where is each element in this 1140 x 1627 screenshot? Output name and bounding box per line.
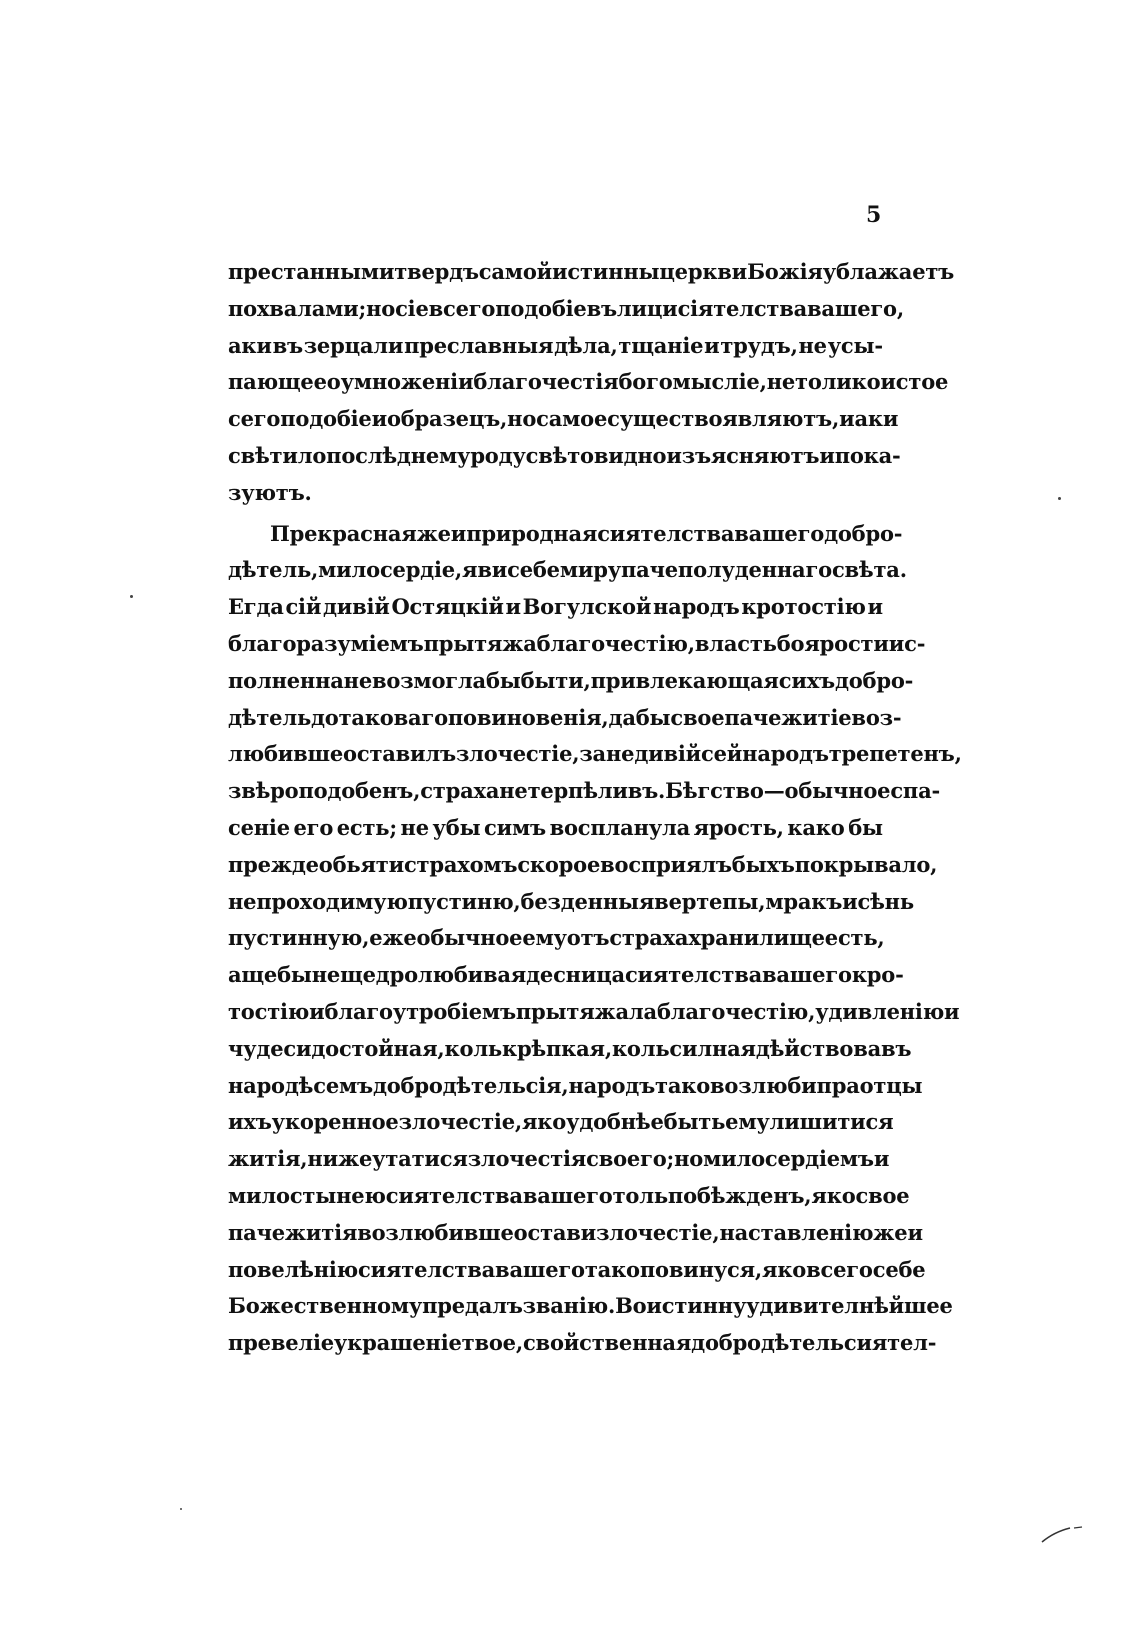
text-line: пустинную, еже обычное ему отъ страха хранилище есть, [228,925,885,951]
text-line: Прекрасная же и природная сиятелства вашего добро- [270,520,903,546]
body-text [228,254,962,1362]
text-line: звѣроподобенъ, страха нетерпѣливъ. Бѣгство—обычное спа- [228,778,940,804]
text-line: пающее о умноженіи благочестія богомысліе, не толико истое [228,369,949,395]
paragraph-1 [228,254,955,512]
text-line: престанными твердъ самой истинны церкви Божія ублажаетъ [228,259,955,284]
text-line: прежде обьяти страхомъ скорое восприялъ быхъ покрывало, [228,851,938,877]
scan-speck [1058,497,1061,500]
text-line: аки въ зерцали преславныя дѣла, тщаніе и трудъ, не усы- [228,332,883,358]
text-line: сеніе его есть; не убы симъ воспланула ярость, како бы [228,814,883,840]
text-line: свѣтило послѣднему роду свѣтовидно изъясняютъ и пока- [228,442,901,468]
text-line: дѣтель, милосердіе, яви себе миру паче полуденнаго свѣта. [228,557,907,583]
pen-mark-icon [1040,1520,1085,1545]
text-line: паче житія возлюбивше остави злочестіе, наставленію же и [228,1219,923,1245]
text-line: непроходимую пустиню, безденныя вертепы, мракъ и сѣнь [228,888,914,914]
text-line: сего подобіе и образецъ, но самое существо являютъ, и аки [228,406,899,432]
text-line: зуютъ. [228,479,312,505]
text-line: тостію и благоутробіемъ прытяжала благочестію, удивленію и [228,998,960,1024]
text-line: похвалами; но сіе всего подобіе въ лици сіятелства вашего, [228,295,904,321]
text-line: ихъ укоренное злочестіе, яко удобнѣе быть ему лишитися [228,1109,894,1135]
text-line: Божественному предалъ званію. Во истинну удивителнѣйшее [228,1293,953,1319]
text-line: Егда сій дивій Остяцкій и Вогулской народъ кротостію и [228,594,883,620]
text-line: чудеси достойная, коль крѣпкая, коль силная дѣйствова въ [228,1035,912,1061]
text-line: благоразуміемъ прытяжа благочестію, власть бо ярости ис- [228,630,926,656]
text-line: любивше оставилъ злочестіе, зане дивій сей народъ трепетенъ, [228,741,962,767]
text-line: дѣтель до таковаго повиновенія, дабы свое паче житіе воз- [228,704,902,730]
scan-speck [130,595,133,598]
page-number: 5 [866,202,882,228]
text-line: аще бы не щедролюбивая десница сиятелства вашего кро- [228,962,904,988]
text-line: народѣ семъ добродѣтель сія, народъ тако возлюби праотцы [228,1072,923,1098]
text-line: повелѣнію сиятелства вашего тако повинуся, яко всего себе [228,1256,926,1282]
text-line: полненна не возмогла бы быти, привлекающая сихъ добро- [228,667,914,693]
text-line: превеліе украшеніе твое, свойственная добродѣтель сиятел- [228,1330,937,1356]
scan-speck [180,1508,182,1510]
text-line: житія, ниже утатися злочестія своего; но милосердіемъ и [228,1146,890,1172]
paragraph-2 [228,516,962,1362]
text-line: милостынею сиятелства вашего толь побѣжденъ, яко свое [228,1182,910,1208]
